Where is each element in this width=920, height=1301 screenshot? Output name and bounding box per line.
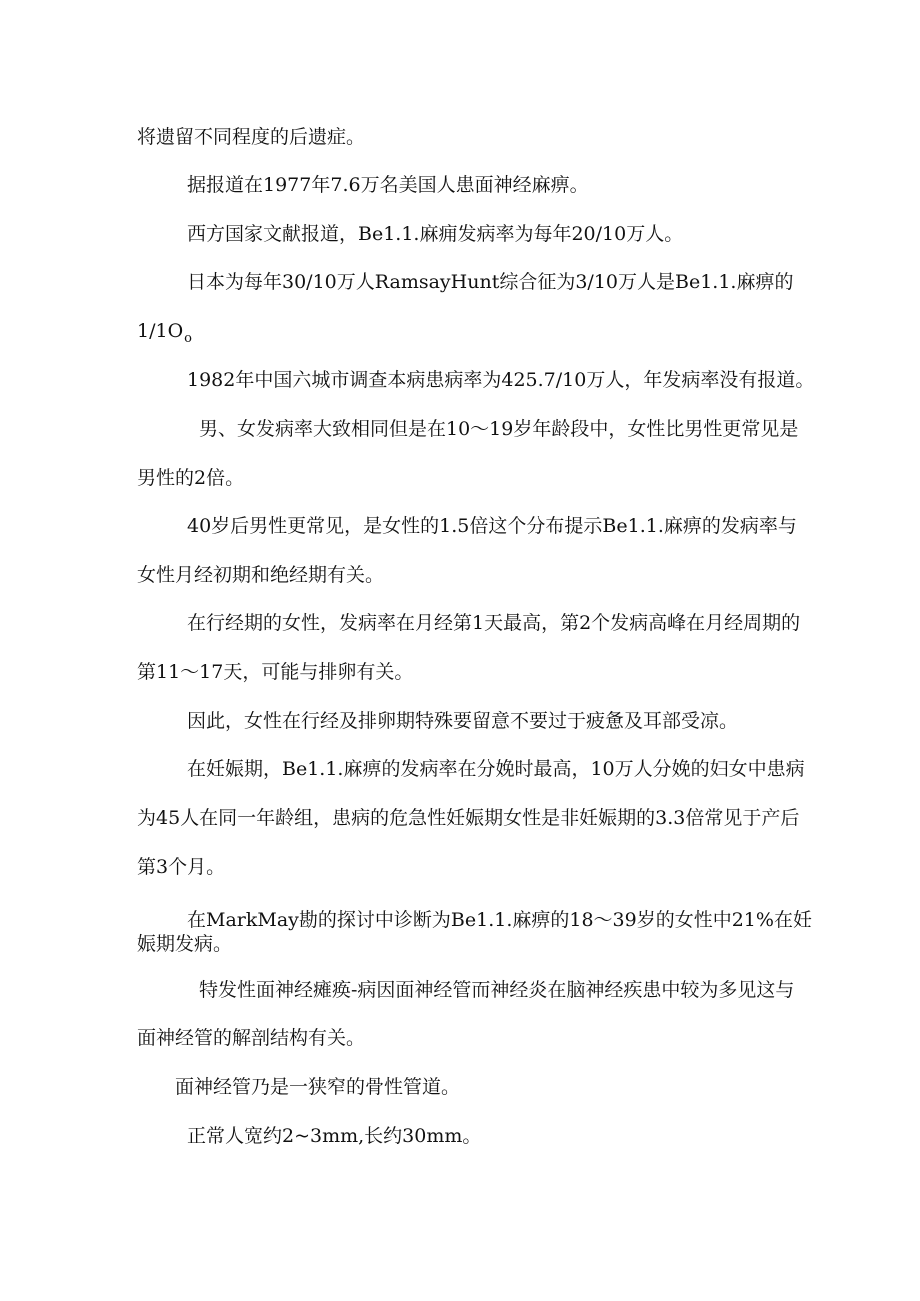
- text-line: 特发性面神经瘫痪-病因面神经管而神经炎在脑神经疾患中较为多见这与: [199, 979, 795, 1001]
- text-line: 男、女发病率大致相同但是在10～19岁年龄段中，女性比男性更常见是: [199, 418, 799, 440]
- text-line: 据报道在1977年7.6万名美国人患面神经麻痹。: [187, 174, 589, 196]
- text-line: 正常人宽约2~3mm,长约30mm。: [187, 1125, 482, 1147]
- text-line: [137, 319, 192, 346]
- text-line: 西方国家文献报道，Be1.1.麻痈发病率为每年20/10万人。: [187, 223, 684, 245]
- text-line: 女性月经初期和绝经期有关。: [137, 564, 385, 586]
- text-line: 第11～17天，可能与排卵有关。: [137, 661, 414, 683]
- text-line: 将遗留不同程度的后遗症。: [137, 126, 366, 148]
- text-line: 男性的2倍。: [137, 467, 245, 489]
- fraction-text: 1/1O: [137, 320, 184, 342]
- text-line: 在MarkMay勘的探讨中诊断为Be1.1.麻痹的18～39岁的女性中21%在妊: [187, 909, 812, 931]
- text-line: 第3个月。: [137, 856, 226, 878]
- text-line: 1982年中国六城市调查本病患病率为425.7/10万人，年发病率没有报道。: [187, 369, 815, 391]
- text-line: 40岁后男性更常见，是女性的1.5倍这个分布提示Be1.1.麻痹的发病率与: [187, 515, 797, 537]
- text-line: 在行经期的女性，发病率在月经第1天最高，第2个发病高峰在月经周期的: [187, 612, 801, 634]
- text-line: 在妊娠期，Be1.1.麻痹的发病率在分娩时最高，10万人分娩的妇女中患病: [187, 758, 805, 780]
- subscript-o: o: [184, 331, 192, 346]
- text-line: 面神经管的解剖结构有关。: [137, 1027, 366, 1049]
- text-line: 面神经管乃是一狭窄的骨性管道。: [175, 1076, 461, 1098]
- text-line: 娠期发病。: [137, 933, 233, 955]
- text-line: 为45人在同一年龄组，患病的危急性妊娠期女性是非妊娠期的3.3倍常见于产后: [137, 807, 800, 829]
- text-line: 日本为每年30/10万人RamsayHunt综合征为3/10万人是Be1.1.麻痹的: [187, 271, 794, 293]
- text-line: 因此，女性在行经及排卵期特殊要留意不要过于疲惫及耳部受凉。: [187, 710, 739, 732]
